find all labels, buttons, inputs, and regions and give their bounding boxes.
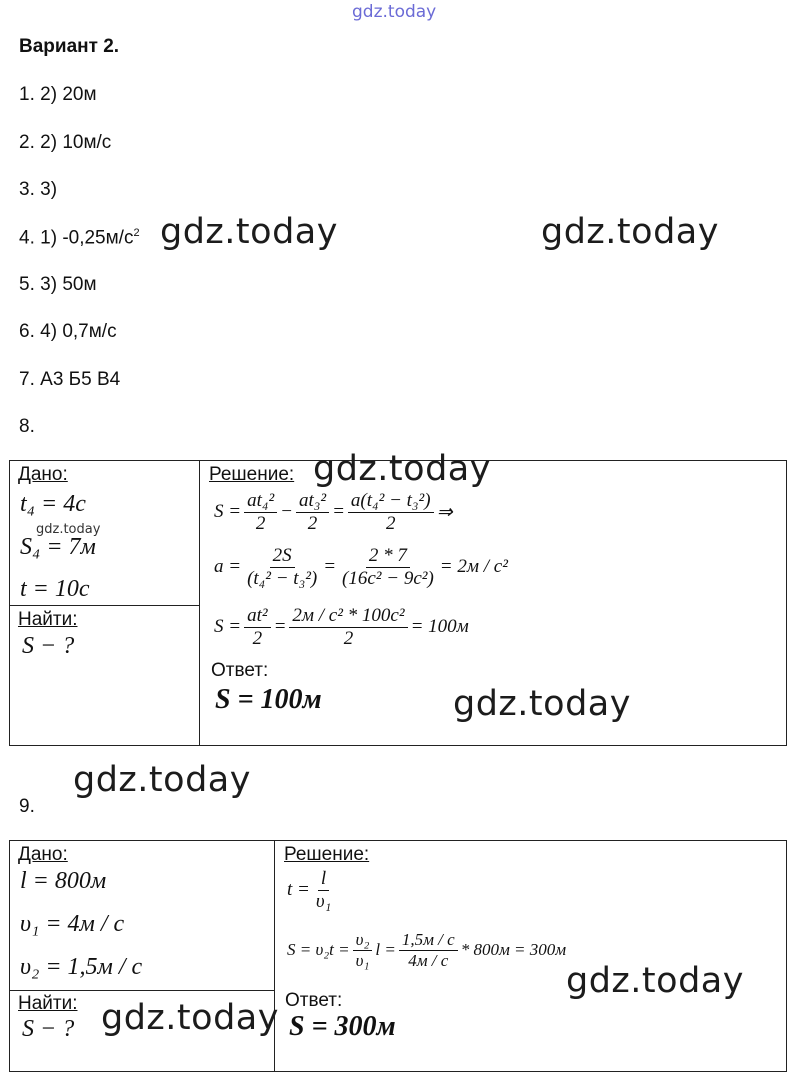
equation-1: t = $\frac{l}{\text{υ₁}}$ [287,868,332,912]
answer-value: S = 100м [215,684,322,715]
given-t4: t₄ = 4c [20,491,86,517]
given-v2: υ₂ = 1,5м / с [20,954,143,980]
table-divider [199,460,200,745]
solution-label: Решение: [284,844,370,865]
equation-2: a = $\frac{2S}{\text{(t₄² − t₃²)}}$ = $\frac{2 * 7}{\text{(16c² − 9c²)}}$ = 2м / с² [214,545,508,589]
watermark: gdz.today [541,212,719,252]
answer-5: 5. 3) 50м [19,274,97,295]
given-s4: S₄ = 7м [20,534,96,560]
given-label: Дано: [18,464,68,485]
find-label: Найти: [18,993,78,1014]
answer-2: 2. 2) 10м/с [19,132,112,153]
watermark: gdz.today [566,961,744,1001]
answer-value: S = 300м [289,1011,396,1042]
answer-8: 8. [19,416,35,437]
equation-1: S = $\frac{\text{at₄²}}{2}$ − $\frac{\text{at₃²}}{2}$ = $\frac{\text{a(t₄² − t₃²)}}{2}$ ⇒ [214,490,453,534]
find-label: Найти: [18,609,78,630]
answer-7: 7. А3 Б5 В4 [19,369,121,390]
answer-3: 3. 3) [19,179,58,200]
watermark: gdz.today [313,449,491,489]
watermark-top: gdz.today [352,2,437,22]
table-divider [9,990,275,991]
given-v1: υ₁ = 4м / с [20,911,125,937]
answer-1: 1. 2) 20м [19,84,97,105]
watermark: gdz.today [453,684,631,724]
solution-label: Решение: [209,464,295,485]
watermark: gdz.today [36,522,101,537]
find-value: S − ? [22,633,75,659]
table-divider [9,605,200,606]
watermark: gdz.today [73,760,251,800]
equation-3: S = $\frac{\text{at²}}{2}$ = $\frac{\text{2м / с² * 100с²}}{2}$ = 100м [214,605,469,649]
variant-title: Вариант 2. [19,36,120,57]
given-l: l = 800м [20,868,107,894]
answer-label: Ответ: [285,990,343,1011]
answer-6: 6. 4) 0,7м/с [19,321,117,342]
watermark: gdz.today [101,998,279,1038]
answer-label: Ответ: [211,660,269,681]
equation-2: S = υ₂t = $\frac{\text{υ₂}}{\text{υ₁}}$ l = $\frac{1,5м / с}{4м / с}$ * 800м = 300м [287,930,567,970]
given-t: t = 10c [20,576,90,602]
watermark: gdz.today [160,212,338,252]
problem-9-number: 9. [19,796,35,817]
given-label: Дано: [18,844,68,865]
find-value: S − ? [22,1016,75,1042]
answer-4: 4. 1) $-0,25м/с^2$ [19,227,140,249]
